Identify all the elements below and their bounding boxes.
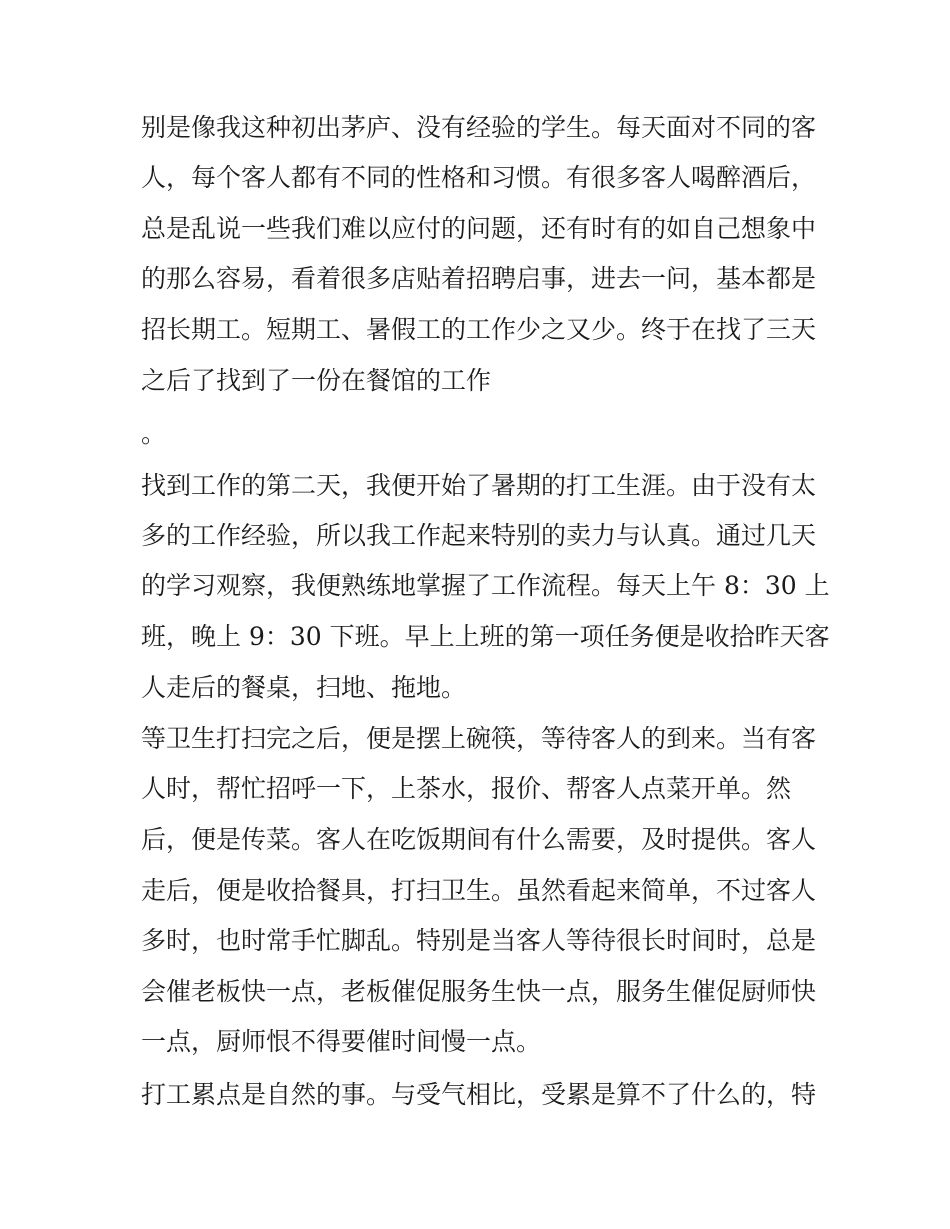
text-line: 会催老板快一点，老板催促服务生快一点，服务生催促厨师快 [141,977,817,1006]
text-line: 招长期工。短期工、暑假工的工作少之又少。终于在找了三天 [141,315,817,344]
text-line: 人走后的餐桌，扫地、拖地。 [141,673,467,702]
text-line: 多时，也时常手忙脚乱。特别是当客人等待很长时间时，总是 [141,926,817,955]
text-line: 的那么容易，看着很多店贴着招聘启事，进去一问，基本都是 [141,264,817,293]
text-line: 人时，帮忙招呼一下，上茶水，报价、帮客人点菜开单。然 [141,774,792,803]
text-line: 后，便是传菜。客人在吃饭期间有什么需要，及时提供。客人 [141,825,817,854]
text-line: 走后，便是收拾餐具，打扫卫生。虽然看起来简单，不过客人 [141,876,817,905]
text-line: 别是像我这种初出茅庐、没有经验的学生。每天面对不同的客 [141,113,817,142]
text-line: 。 [141,419,167,448]
text-line: 打工累点是自然的事。与受气相比，受累是算不了什么的，特 [141,1080,817,1109]
text-line: 之后了找到了一份在餐馆的工作 [141,366,492,395]
text-line: 多的工作经验，所以我工作起来特别的卖力与认真。通过几天 [141,521,817,550]
text-line: 的学习观察，我便熟练地掌握了工作流程。每天上午 8：30 上 [141,571,830,600]
text-line: 等卫生打扫完之后，便是摆上碗筷，等待客人的到来。当有客 [141,724,817,753]
text-line: 总是乱说一些我们难以应付的问题，还有时有的如自己想象中 [141,214,817,243]
text-line: 一点，厨师恨不得要催时间慢一点。 [141,1027,542,1056]
text-line: 人，每个客人都有不同的性格和习惯。有很多客人喝醉酒后， [141,163,817,192]
text-line: 找到工作的第二天，我便开始了暑期的打工生涯。由于没有太 [141,471,817,500]
text-line: 班，晚上 9：30 下班。早上上班的第一项任务便是收拾昨天客 [141,622,830,651]
